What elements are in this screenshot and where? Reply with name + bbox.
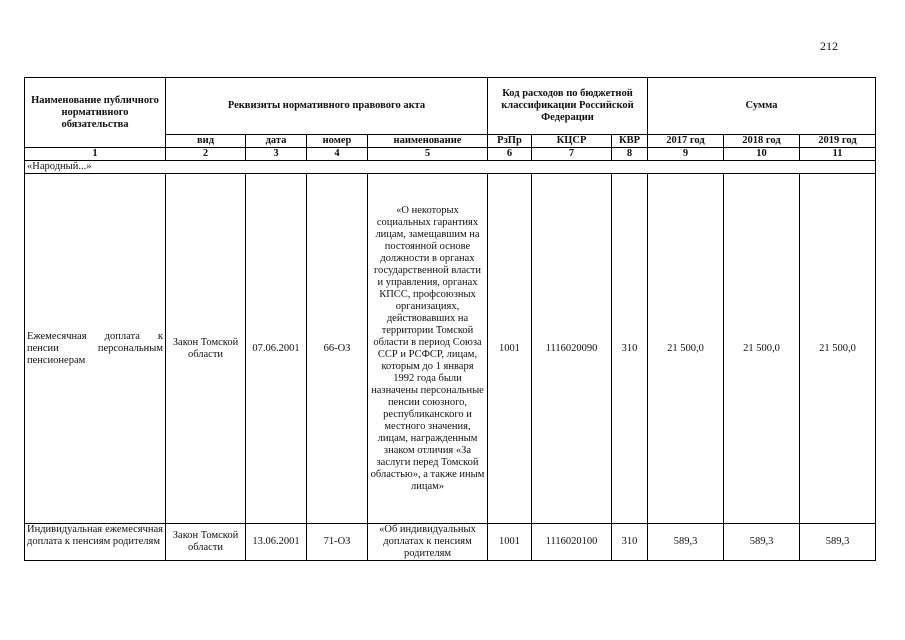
act-number: 71-ОЗ xyxy=(307,524,368,561)
header-date: дата xyxy=(246,135,307,148)
column-number: 3 xyxy=(246,148,307,161)
act-date: 13.06.2001 xyxy=(246,524,307,561)
section-label: «Народный...» xyxy=(25,161,876,174)
column-number: 8 xyxy=(612,148,648,161)
header-row-main xyxy=(25,78,876,135)
header-amount: Сумма xyxy=(648,78,876,135)
header-kcsr: КЦСР xyxy=(532,135,612,148)
header-obligation-name: Наименование публичного нормативного обязательства xyxy=(25,78,166,148)
obligations-table xyxy=(24,77,876,561)
header-title: наименование xyxy=(368,135,488,148)
header-budget-code: Код расходов по бюджетной классификации Российской Федерации xyxy=(488,78,648,135)
kvr-code: 310 xyxy=(612,174,648,524)
act-title: «Об индивидуальных доплатах к пенсиям родителям xyxy=(368,524,488,561)
header-rzpr: РзПр xyxy=(488,135,532,148)
column-number: 5 xyxy=(368,148,488,161)
act-date: 07.06.2001 xyxy=(246,174,307,524)
header-kvr: КВР xyxy=(612,135,648,148)
column-number-row xyxy=(25,148,876,161)
header-2019: 2019 год xyxy=(800,135,876,148)
column-number: 7 xyxy=(532,148,612,161)
obligation-name: Индивидуальная ежемесячная доплата к пенсиям родителям xyxy=(25,524,166,561)
column-number: 6 xyxy=(488,148,532,161)
act-title: «О некоторых социальных гарантиях лицам, замещавшим на постоянной основе должности в органах государственной власти и управления, органах КПСС, профсоюзных организациях, действовавших на территории Томской области в период Союза ССР и РСФСР, лицам, которым до 1 января 1992 года были назначены персональные пенсии союзного, республиканского и местного значения, лицам, награжденным знаком отличия «За заслуги перед Томской областью», а также иным лицам» xyxy=(368,174,488,524)
column-number: 1 xyxy=(25,148,166,161)
act-type: Закон Томской области xyxy=(166,524,246,561)
obligation-name: Ежемесячная доплата к пенсии персональным пенсионерам xyxy=(25,174,166,524)
act-type: Закон Томской области xyxy=(166,174,246,524)
rzpr-code: 1001 xyxy=(488,524,532,561)
table-row xyxy=(25,174,876,524)
amount-2019: 589,3 xyxy=(800,524,876,561)
column-number: 9 xyxy=(648,148,724,161)
header-2018: 2018 год xyxy=(724,135,800,148)
page-number: 212 xyxy=(820,39,838,53)
amount-2017: 21 500,0 xyxy=(648,174,724,524)
amount-2018: 589,3 xyxy=(724,524,800,561)
rzpr-code: 1001 xyxy=(488,174,532,524)
amount-2018: 21 500,0 xyxy=(724,174,800,524)
header-2017: 2017 год xyxy=(648,135,724,148)
header-act-details: Реквизиты нормативного правового акта xyxy=(166,78,488,135)
header-type: вид xyxy=(166,135,246,148)
column-number: 2 xyxy=(166,148,246,161)
header-number: номер xyxy=(307,135,368,148)
column-number: 11 xyxy=(800,148,876,161)
amount-2017: 589,3 xyxy=(648,524,724,561)
kcsr-code: 1116020090 xyxy=(532,174,612,524)
amount-2019: 21 500,0 xyxy=(800,174,876,524)
kvr-code: 310 xyxy=(612,524,648,561)
column-number: 10 xyxy=(724,148,800,161)
act-number: 66-ОЗ xyxy=(307,174,368,524)
kcsr-code: 1116020100 xyxy=(532,524,612,561)
table-row xyxy=(25,524,876,561)
column-number: 4 xyxy=(307,148,368,161)
section-row xyxy=(25,161,876,174)
